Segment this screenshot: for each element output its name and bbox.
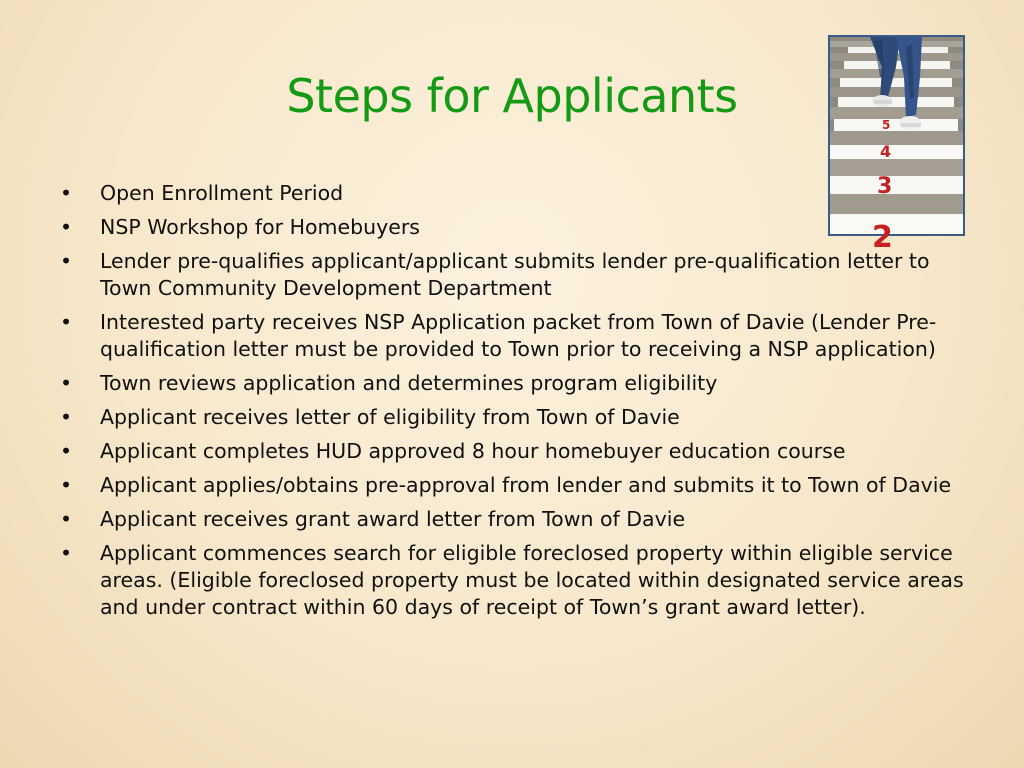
- list-item: [58, 506, 978, 533]
- slide-title: Steps for Applicants: [286, 69, 738, 123]
- list-item: [58, 180, 978, 207]
- bullet-icon: •: [60, 310, 73, 334]
- bullet-text: Applicant applies/obtains pre-approval from lender and submits it to Town of Davie: [100, 473, 952, 497]
- bullet-text: Interested party receives NSP Application packet from Town of Davie (Lender Pre-qualification letter must be provided to Town prior to receiving a NSP application): [100, 310, 937, 361]
- list-item: [58, 540, 978, 621]
- bullet-text: Applicant completes HUD approved 8 hour homebuyer education course: [100, 439, 846, 463]
- step-number-5: 5: [882, 118, 891, 132]
- bullet-icon: •: [60, 473, 73, 497]
- list-item: [58, 438, 978, 465]
- bullet-text: Open Enrollment Period: [100, 181, 344, 205]
- step-number-4: 4: [880, 142, 892, 161]
- bullet-icon: •: [60, 405, 73, 429]
- bullet-text: Lender pre-qualifies applicant/applicant submits lender pre-qualification letter to Town Community Development Department: [100, 249, 930, 300]
- step-number-2: 2: [872, 220, 893, 255]
- step-number-3: 3: [877, 174, 893, 199]
- list-item: [58, 309, 978, 363]
- bullet-text: Applicant commences search for eligible foreclosed property within eligible service areas. (Eligible foreclosed property must be located within designated service areas and under contract within 60 days of receipt of Town’s grant award letter).: [100, 541, 964, 619]
- steps-bullet-list: [58, 180, 978, 628]
- bullet-icon: •: [60, 439, 73, 463]
- bullet-text: NSP Workshop for Homebuyers: [100, 215, 420, 239]
- bullet-icon: •: [60, 507, 73, 531]
- list-item: [58, 248, 978, 302]
- list-item: [58, 472, 978, 499]
- bullet-text: Applicant receives letter of eligibility from Town of Davie: [100, 405, 680, 429]
- bullet-icon: •: [60, 371, 73, 395]
- list-item: [58, 404, 978, 431]
- bullet-icon: •: [60, 249, 73, 273]
- bullet-icon: •: [60, 181, 73, 205]
- list-item: [58, 370, 978, 397]
- bullet-icon: •: [60, 215, 73, 239]
- bullet-icon: •: [60, 541, 73, 565]
- bullet-text: Town reviews application and determines program eligibility: [100, 371, 718, 395]
- list-item: [58, 214, 978, 241]
- bullet-text: Applicant receives grant award letter from Town of Davie: [100, 507, 686, 531]
